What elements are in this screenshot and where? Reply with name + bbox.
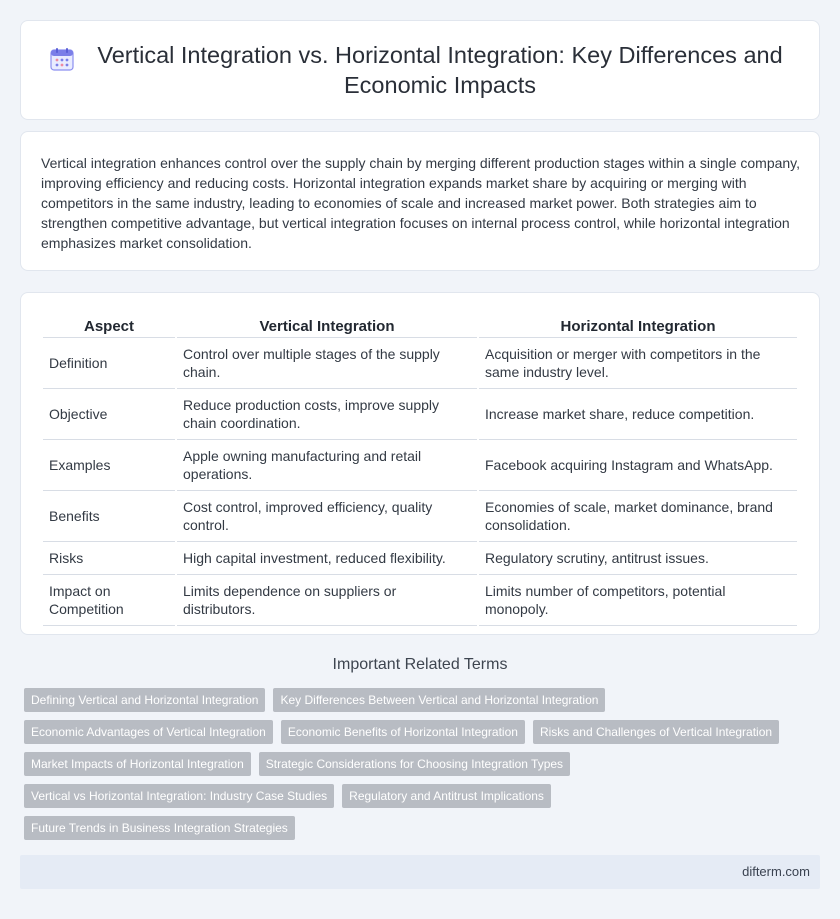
row-vertical-cell: Limits dependence on suppliers or distributors. (177, 575, 477, 626)
related-term-tag[interactable]: Key Differences Between Vertical and Horizontal Integration (273, 688, 605, 712)
comparison-table-card (20, 292, 820, 635)
summary-card (20, 131, 820, 271)
column-header-aspect: Aspect (43, 315, 175, 338)
related-term-tag[interactable]: Market Impacts of Horizontal Integration (24, 752, 251, 776)
row-horizontal-cell: Acquisition or merger with competitors in the same industry level. (479, 338, 797, 389)
footer-site-link[interactable]: difterm.com (742, 864, 810, 879)
row-vertical-cell: Control over multiple stages of the supply chain. (177, 338, 477, 389)
page-title: Vertical Integration vs. Horizontal Integration: Key Differences and Economic Impacts (97, 42, 783, 98)
footer (20, 855, 820, 889)
related-term-tag[interactable]: Defining Vertical and Horizontal Integration (24, 688, 265, 712)
row-horizontal-cell: Economies of scale, market dominance, brand consolidation. (479, 491, 797, 542)
summary-text: Vertical integration enhances control over the supply chain by merging different production stages within a single company, improving efficiency and reducing costs. Horizontal integration expands market share by acquiring or merging with competitors in the same industry, leading to economies of scale and increased market power. Both strategies aim to strengthen competitive advantage, but vertical integration focuses on internal process control, while horizontal integration emphasizes market consolidation. (41, 155, 801, 251)
related-term-tag[interactable]: Economic Benefits of Horizontal Integration (281, 720, 525, 744)
table-row (43, 389, 797, 440)
related-terms-list (24, 688, 804, 840)
comparison-table (41, 315, 799, 626)
header-card (20, 20, 820, 120)
related-term-tag[interactable]: Risks and Challenges of Vertical Integration (533, 720, 779, 744)
row-vertical-cell: Reduce production costs, improve supply chain coordination. (177, 389, 477, 440)
column-header-horizontal: Horizontal Integration (479, 315, 797, 338)
related-term-tag[interactable]: Vertical vs Horizontal Integration: Industry Case Studies (24, 784, 334, 808)
row-horizontal-cell: Regulatory scrutiny, antitrust issues. (479, 542, 797, 575)
related-term-tag[interactable]: Future Trends in Business Integration Strategies (24, 816, 295, 840)
row-vertical-cell: High capital investment, reduced flexibility. (177, 542, 477, 575)
row-horizontal-cell: Increase market share, reduce competition. (479, 389, 797, 440)
table-header-row (43, 315, 797, 338)
row-aspect-cell: Impact on Competition (43, 575, 175, 626)
column-header-vertical: Vertical Integration (177, 315, 477, 338)
row-vertical-cell: Apple owning manufacturing and retail operations. (177, 440, 477, 491)
row-aspect-cell: Definition (43, 338, 175, 389)
row-horizontal-cell: Limits number of competitors, potential monopoly. (479, 575, 797, 626)
row-aspect-cell: Examples (43, 440, 175, 491)
table-row (43, 575, 797, 626)
related-terms-heading: Important Related Terms (332, 656, 508, 673)
table-row (43, 491, 797, 542)
row-aspect-cell: Objective (43, 389, 175, 440)
related-term-tag[interactable]: Regulatory and Antitrust Implications (342, 784, 551, 808)
related-term-tag[interactable]: Economic Advantages of Vertical Integration (24, 720, 273, 744)
related-term-tag[interactable]: Strategic Considerations for Choosing Integration Types (259, 752, 570, 776)
row-aspect-cell: Risks (43, 542, 175, 575)
row-vertical-cell: Cost control, improved efficiency, quality control. (177, 491, 477, 542)
row-horizontal-cell: Facebook acquiring Instagram and WhatsApp. (479, 440, 797, 491)
table-row (43, 542, 797, 575)
table-row (43, 338, 797, 389)
table-row (43, 440, 797, 491)
row-aspect-cell: Benefits (43, 491, 175, 542)
